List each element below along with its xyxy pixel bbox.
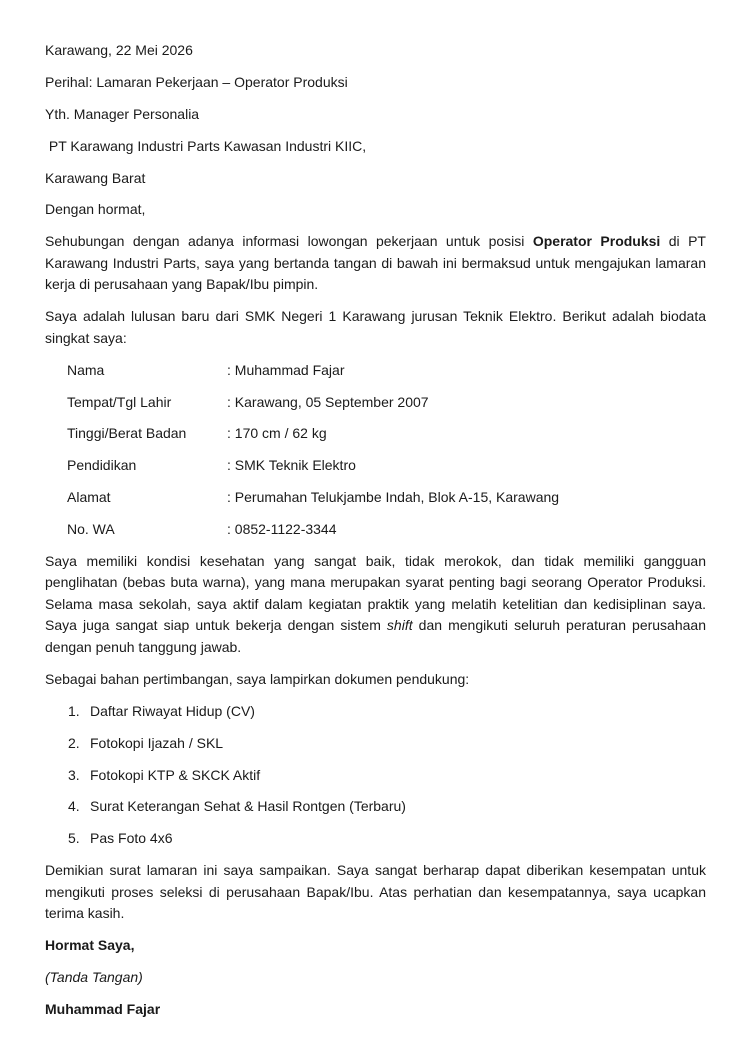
biodata-value: : SMK Teknik Elektro xyxy=(227,457,356,474)
signature-note: (Tanda Tangan) xyxy=(45,968,143,985)
recipient-company: PT Karawang Industri Parts Kawasan Industri KIIC, xyxy=(45,137,367,154)
biodata-label: Nama xyxy=(67,361,105,378)
list-item xyxy=(68,733,706,755)
health-shift: shift xyxy=(386,617,413,634)
biodata-table xyxy=(67,360,706,541)
list-item xyxy=(68,796,706,818)
biodata-label: Pendidikan xyxy=(67,457,137,474)
list-text: Fotokopi Ijazah / SKL xyxy=(90,734,224,751)
biodata-label: Tinggi/Berat Badan xyxy=(67,425,187,442)
recipient-city: Karawang Barat xyxy=(45,169,146,186)
intro-paragraph xyxy=(45,231,706,296)
signer-name: Muhammad Fajar xyxy=(45,1000,161,1017)
list-number: 4. xyxy=(68,798,80,815)
list-text: Daftar Riwayat Hidup (CV) xyxy=(90,702,255,719)
regards: Hormat Saya, xyxy=(45,937,135,954)
health-paragraph xyxy=(45,551,706,659)
list-item xyxy=(68,828,706,850)
biodata-row xyxy=(67,519,706,541)
intro-text-1: Sehubungan dengan adanya informasi lowongan pekerjaan untuk posisi xyxy=(45,233,533,250)
biodata-value: : 170 cm / 62 kg xyxy=(227,425,327,442)
recipient-title: Yth. Manager Personalia xyxy=(45,105,200,122)
subject-line: Perihal: Lamaran Pekerjaan – Operator Produksi xyxy=(45,73,348,90)
biodata-value: : Karawang, 05 September 2007 xyxy=(227,393,429,410)
biodata-row xyxy=(67,423,706,445)
health-text-2: dan mengikuti seluruh peraturan perusahaan dengan penuh tanggung jawab. xyxy=(45,617,706,655)
biodata-label: Tempat/Tgl Lahir xyxy=(67,393,172,410)
biodata-label: No. WA xyxy=(67,521,115,538)
intro-text-2: di PT Karawang Industri Parts, saya yang bertanda tangan di bawah ini bermaksud untuk mengajukan lamaran kerja di perusahaan yang Bapak/Ibu pimpin. xyxy=(45,233,706,293)
list-number: 2. xyxy=(68,734,80,751)
health-text-1: Saya memiliki kondisi kesehatan yang sangat baik, tidak merokok, dan tidak memiliki gangguan penglihatan (bebas buta warna), yang mana merupakan syarat penting bagi seorang Operator Produksi. Selama masa sekolah, saya aktif dalam kegiatan praktik yang melatih ketelitian dan kedisiplinan saya. Saya juga sangat siap untuk bekerja dengan sistem xyxy=(45,552,706,634)
list-text: Fotokopi KTP & SKCK Aktif xyxy=(90,766,261,783)
biodata-value: : Muhammad Fajar xyxy=(227,361,345,378)
attachments-intro: Sebagai bahan pertimbangan, saya lampirkan dokumen pendukung: xyxy=(45,670,470,687)
biodata-label: Alamat xyxy=(67,489,111,506)
list-item xyxy=(68,765,706,787)
list-text: Surat Keterangan Sehat & Hasil Rontgen (Terbaru) xyxy=(90,798,406,815)
intro-position: Operator Produksi xyxy=(532,233,661,250)
biodata-row xyxy=(67,455,706,477)
attachments-list xyxy=(68,701,706,850)
list-number: 3. xyxy=(68,766,80,783)
biodata-value: : 0852-1122-3344 xyxy=(227,521,337,538)
biodata-value: : Perumahan Telukjambe Indah, Blok A-15, Karawang xyxy=(227,489,560,506)
place-date: Karawang, 22 Mei 2026 xyxy=(45,42,193,58)
list-number: 1. xyxy=(68,702,80,719)
biodata-row xyxy=(67,360,706,382)
biodata-row xyxy=(67,392,706,414)
biodata-row xyxy=(67,487,706,509)
list-number: 5. xyxy=(68,830,80,847)
closing-paragraph: Demikian surat lamaran ini saya sampaikan. Saya sangat berharap dapat diberikan kesempatan untuk mengikuti proses seleksi di perusahaan Bapak/Ibu. Atas perhatian dan kesempatannya, saya ucapkan terima kasih. xyxy=(45,862,706,922)
bio-intro-paragraph: Saya adalah lulusan baru dari SMK Negeri 1 Karawang jurusan Teknik Elektro. Berikut adalah biodata singkat saya: xyxy=(45,308,706,346)
list-text: Pas Foto 4x6 xyxy=(90,830,173,847)
greeting: Dengan hormat, xyxy=(45,201,146,218)
letter-page xyxy=(45,40,706,1031)
list-item xyxy=(68,701,706,723)
